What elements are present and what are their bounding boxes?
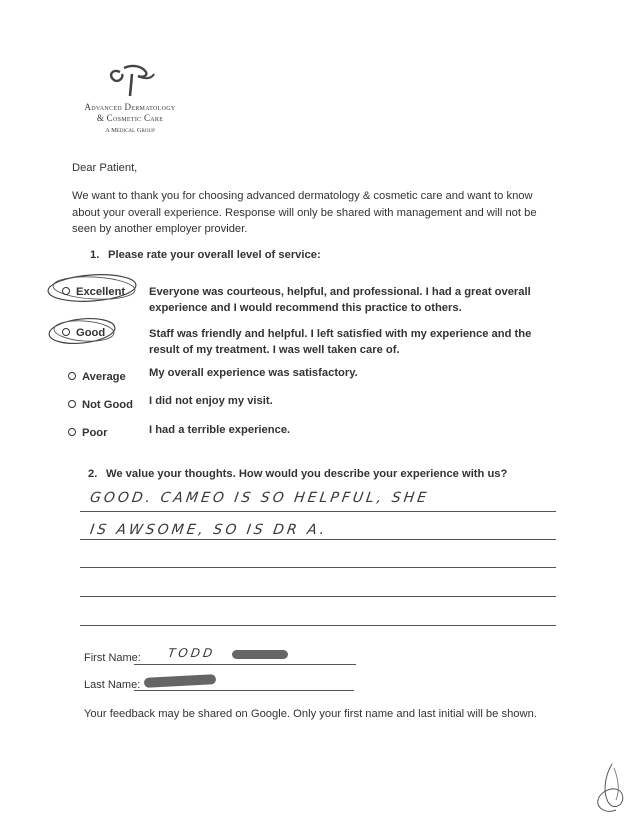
radio-excellent[interactable] [62,287,70,295]
option-excellent[interactable] [62,282,125,300]
option-average-label: Average [82,371,126,383]
intro-paragraph: We want to thank you for choosing advanced dermatology & cosmetic care and want to know about your overall experience. Response will only be shared with management and will not be seen by another employer provider. [72,190,537,235]
salutation: Dear Patient, [72,162,138,174]
option-good-label: Good [76,327,106,339]
practice-logo-text [60,102,200,136]
logo-line-1: Advanced Dermatology [84,102,176,112]
option-good-description: Staff was friendly and helpful. I left satisfied with my experience and the result of my treatment. I was well taken care of. [149,328,532,356]
answer-rule-3[interactable] [80,567,556,568]
answer-rule-5[interactable] [80,625,556,626]
answer-rule-2[interactable] [80,539,556,540]
option-excellent-label: Excellent [76,286,126,298]
option-good[interactable] [62,323,105,341]
option-excellent-description: Everyone was courteous, helpful, and professional. I had a great overall experience and I would recommend this practice to others. [149,286,531,314]
last-name-label: Last Name: [84,679,141,691]
redaction-mark-first-name [232,650,288,659]
option-poor-description: I had a terrible experience. [149,424,291,436]
option-not-good-label: Not Good [82,399,133,411]
radio-average[interactable] [68,372,76,380]
logo-tagline: A Medical Group [105,127,155,134]
question2-number: 2. [88,468,98,480]
radio-not-good[interactable] [68,400,76,408]
option-average-description: My overall experience was satisfactory. [149,367,358,379]
option-not-good-description: I did not enjoy my visit. [149,395,273,407]
last-name-field[interactable] [134,690,354,691]
option-poor[interactable] [68,423,107,441]
answer-rule-4[interactable] [80,596,556,597]
ad-figure-logo-icon [102,62,158,98]
first-name-field[interactable] [134,664,356,665]
question1-text: Please rate your overall level of service: [108,249,321,261]
google-feedback-note: Your feedback may be shared on Google. Only your first name and last initial will be shown. [84,708,537,720]
redaction-mark-last-name [144,674,216,688]
radio-poor[interactable] [68,428,76,436]
option-poor-label: Poor [82,427,108,439]
signature-scribble-icon [592,760,632,816]
handwritten-answer-line-2: IS AWSOME, SO IS DR A. [88,522,329,538]
first-name-label: First Name: [84,652,141,664]
question1-number: 1. [90,249,100,261]
radio-good[interactable] [62,328,70,336]
option-average[interactable] [68,367,126,385]
question2-text: We value your thoughts. How would you describe your experience with us? [106,468,508,480]
first-name-value: TODD [167,646,217,660]
answer-rule-1[interactable] [80,511,556,512]
option-not-good[interactable] [68,395,133,413]
logo-line-2: & Cosmetic Care [96,113,164,123]
handwritten-answer-line-1: GOOD. CAMEO IS SO HELPFUL, SHE [88,490,431,506]
